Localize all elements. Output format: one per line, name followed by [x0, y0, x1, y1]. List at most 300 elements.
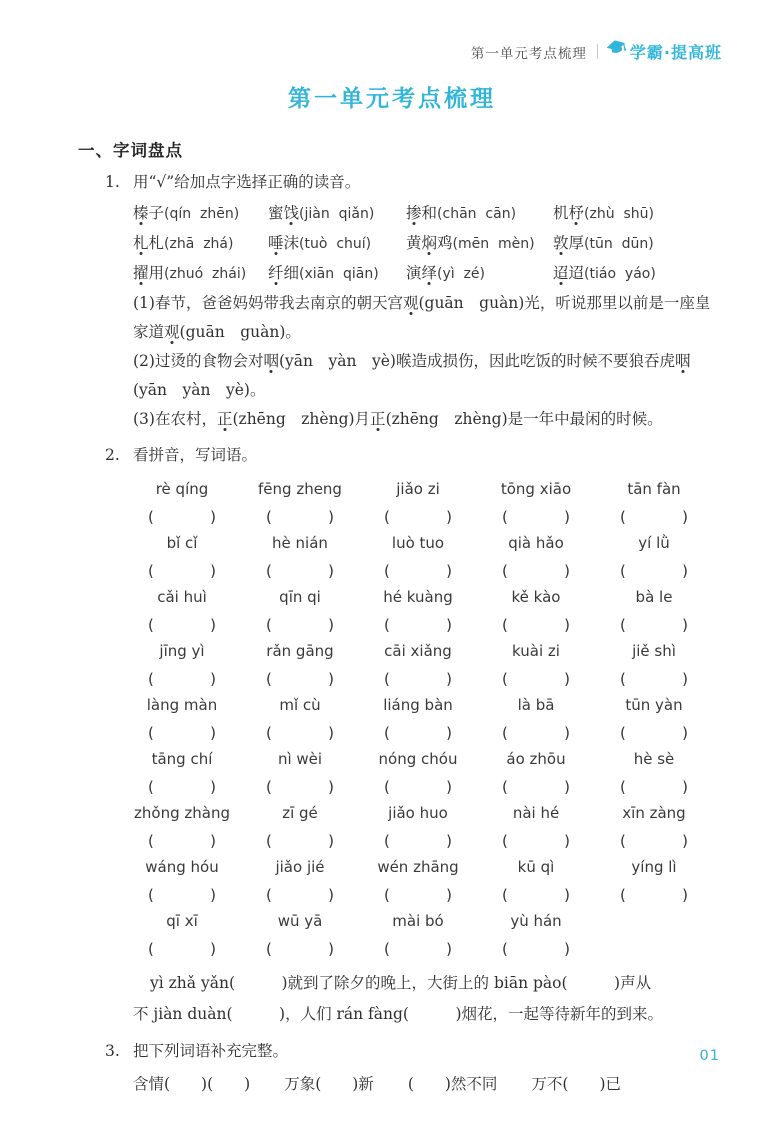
close-paren: ) [210, 507, 216, 526]
pinyin-answer-cell [359, 530, 477, 584]
pinyin-label: tōng xiāo [500, 480, 572, 498]
close-paren: ) [446, 777, 452, 796]
dotted-hanzi: 掺 [406, 204, 422, 222]
pinyin-choices: (yì zé) [437, 266, 485, 282]
pinyin-label: qī xī [166, 912, 198, 930]
page-number: 01 [699, 1048, 720, 1064]
pinyin-answer-cell [241, 854, 359, 908]
open-paren: ( [620, 723, 626, 742]
answer-blank [620, 881, 688, 908]
dotted-hanzi: 敦 [553, 234, 569, 252]
hanzi-pre: 机 [553, 204, 569, 222]
pinyin-answer-grid [123, 476, 714, 962]
answer-blank [148, 827, 216, 854]
answer-blank [384, 719, 452, 746]
close-paren: ) [682, 723, 688, 742]
word-hanzi [553, 204, 584, 222]
close-paren: ) [564, 939, 570, 958]
open-paren: ( [266, 561, 272, 580]
close-paren: ) [210, 723, 216, 742]
word-hanzi [268, 234, 299, 252]
pinyin-label: mǐ cù [279, 696, 321, 714]
open-paren: ( [148, 615, 154, 634]
word-choice [406, 259, 553, 289]
close-paren: ) [682, 669, 688, 688]
hanzi-post: 札 [148, 234, 165, 252]
pinyin-label: hé kuàng [383, 588, 453, 606]
question-2 [78, 441, 714, 1030]
hanzi-post: 迢 [568, 264, 585, 282]
hanzi-pre: 黄 [406, 234, 422, 252]
open-paren: ( [620, 831, 626, 850]
close-paren: ) [564, 831, 570, 850]
answer-blank [266, 935, 334, 962]
pinyin-answer-cell [595, 476, 713, 530]
word-hanzi [553, 234, 584, 252]
question-1 [78, 168, 714, 434]
pinyin-label: rè qíng [155, 480, 209, 498]
idiom-fill-row [78, 1071, 714, 1098]
worksheet-content [0, 137, 784, 1098]
pinyin-label: liáng bàn [383, 696, 453, 714]
close-paren: ) [682, 885, 688, 904]
word-hanzi [553, 264, 584, 282]
section-heading: 一、字词盘点 [78, 141, 183, 160]
pinyin-answer-cell [241, 908, 359, 962]
open-paren: ( [502, 615, 508, 634]
open-paren: ( [620, 669, 626, 688]
answer-blank [620, 611, 688, 638]
open-paren: ( [266, 939, 272, 958]
answer-blank [384, 611, 452, 638]
pinyin-label: wén zhāng [377, 858, 459, 876]
open-paren: ( [502, 777, 508, 796]
close-paren: ) [328, 561, 334, 580]
question-3-number: 3. [105, 1042, 120, 1060]
pinyin-answer-cell [241, 692, 359, 746]
answer-blank [620, 719, 688, 746]
pinyin-answer-cell [595, 800, 713, 854]
open-paren: ( [384, 777, 390, 796]
question-3-prompt: 把下列词语补充完整。 [133, 1042, 289, 1060]
pinyin-answer-cell [359, 584, 477, 638]
pinyin-label: yíng lì [631, 858, 677, 876]
pinyin-label: tūn yàn [625, 696, 683, 714]
open-paren: ( [384, 723, 390, 742]
pinyin-choices: (mēn mèn) [452, 236, 535, 252]
pinyin-answer-cell [359, 692, 477, 746]
word-choice [553, 229, 714, 259]
idiom-fill-item: 含情( )( ) [133, 1075, 251, 1093]
pinyin-label: kuài zi [512, 642, 560, 660]
word-hanzi [133, 264, 164, 282]
pinyin-label: jiǎo jié [275, 858, 325, 876]
pinyin-label: kě kào [511, 588, 561, 606]
header-divider [597, 44, 598, 59]
answer-blank [148, 719, 216, 746]
hanzi-post: 子 [148, 204, 165, 222]
sub-question: (3)在农村，正(zhēng zhèng)月正(zhēng zhèng)是一年中最闲的时候。 [133, 410, 663, 428]
word-hanzi [406, 234, 453, 252]
pinyin-label: jiě shì [632, 642, 676, 660]
pinyin-label: cāi xiǎng [384, 642, 452, 660]
word-hanzi [268, 264, 299, 282]
dotted-hanzi: 绎 [421, 264, 438, 282]
pinyin-answer-cell [241, 800, 359, 854]
close-paren: ) [446, 561, 452, 580]
pinyin-label: rǎn gāng [266, 642, 334, 660]
answer-blank [266, 827, 334, 854]
dotted-hanzi: 榛 [133, 204, 149, 222]
answer-blank [384, 665, 452, 692]
close-paren: ) [446, 507, 452, 526]
question-1-body [78, 199, 714, 434]
question-3-head [78, 1037, 714, 1066]
close-paren: ) [564, 561, 570, 580]
open-paren: ( [148, 669, 154, 688]
pinyin-label: bǐ cǐ [166, 534, 198, 552]
answer-blank [384, 881, 452, 908]
answer-blank [502, 503, 570, 530]
word-hanzi [406, 204, 437, 222]
pinyin-answer-cell [123, 800, 241, 854]
open-paren: ( [266, 723, 272, 742]
question-1-number: 1. [105, 173, 120, 191]
hanzi-post: 和 [421, 204, 438, 222]
word-hanzi [133, 234, 164, 252]
pinyin-label: nóng chóu [378, 750, 458, 768]
answer-blank [384, 557, 452, 584]
pinyin-answer-cell [359, 800, 477, 854]
question-2-number: 2. [105, 446, 120, 464]
question-2-head [78, 441, 714, 470]
answer-blank [502, 827, 570, 854]
graduation-cap-icon [605, 38, 627, 58]
open-paren: ( [266, 507, 272, 526]
answer-blank [620, 503, 688, 530]
pinyin-answer-cell [477, 584, 595, 638]
pinyin-label: hè sè [633, 750, 675, 768]
pinyin-label: zhǒng zhàng [134, 804, 230, 822]
sub-question: (2)过烫的食物会对咽(yān yàn yè)喉造成损伤，因此吃饭的时候不要狼吞虎咽(yān yàn yè)。 [133, 352, 691, 399]
answer-blank [266, 503, 334, 530]
close-paren: ) [328, 777, 334, 796]
idiom-fill-item: ( )然不同 [407, 1075, 498, 1093]
hanzi-post: 细 [283, 264, 300, 282]
hanzi-post: 厚 [568, 234, 585, 252]
pinyin-choices: (zhā zhá) [164, 236, 234, 252]
answer-blank [148, 881, 216, 908]
fill-in-paragraph-line-2: 不 jiàn duàn( )，人们 rán fàng( )烟花，一起等待新年的到来。 [133, 1005, 664, 1023]
open-paren: ( [148, 777, 154, 796]
open-paren: ( [266, 615, 272, 634]
header-running-title: 第一单元考点梳理 [470, 45, 587, 62]
hanzi-post: 沫 [283, 234, 300, 252]
open-paren: ( [384, 615, 390, 634]
close-paren: ) [210, 615, 216, 634]
open-paren: ( [620, 507, 626, 526]
open-paren: ( [502, 831, 508, 850]
pinyin-label: qīn qi [279, 588, 321, 606]
pinyin-answer-cell [595, 746, 713, 800]
pinyin-answer-cell [241, 584, 359, 638]
document-title: 第一单元考点梳理 [288, 85, 496, 112]
pinyin-answer-cell [241, 476, 359, 530]
dotted-hanzi: 饯 [283, 204, 300, 222]
open-paren: ( [620, 885, 626, 904]
close-paren: ) [682, 615, 688, 634]
pinyin-label: cǎi huì [157, 588, 207, 606]
pinyin-label: áo zhōu [506, 750, 566, 768]
answer-blank [502, 665, 570, 692]
pinyin-label: jiǎo huo [388, 804, 448, 822]
close-paren: ) [328, 831, 334, 850]
question-2-prompt: 看拼音，写词语。 [133, 446, 258, 464]
dotted-hanzi: 焖 [421, 234, 438, 252]
pinyin-label: tāng chí [151, 750, 213, 768]
answer-blank [148, 611, 216, 638]
close-paren: ) [564, 723, 570, 742]
answer-blank [502, 557, 570, 584]
pinyin-label: là bā [517, 696, 555, 714]
close-paren: ) [210, 669, 216, 688]
open-paren: ( [148, 831, 154, 850]
pinyin-label: fēng zheng [258, 480, 342, 498]
answer-blank [266, 557, 334, 584]
pinyin-label: hè nián [272, 534, 328, 552]
pinyin-label: tān fàn [627, 480, 681, 498]
close-paren: ) [682, 561, 688, 580]
pinyin-answer-cell [241, 530, 359, 584]
pinyin-label: jiǎo zi [396, 480, 440, 498]
answer-blank [266, 611, 334, 638]
pinyin-answer-cell [477, 530, 595, 584]
pinyin-answer-cell [123, 692, 241, 746]
close-paren: ) [682, 831, 688, 850]
open-paren: ( [502, 507, 508, 526]
answer-blank [620, 557, 688, 584]
word-choice [133, 229, 268, 259]
answer-blank [620, 773, 688, 800]
pinyin-label: kū qì [517, 858, 555, 876]
pinyin-label: nài hé [512, 804, 560, 822]
answer-blank [502, 773, 570, 800]
open-paren: ( [266, 831, 272, 850]
answer-blank [502, 935, 570, 962]
pinyin-answer-cell [241, 638, 359, 692]
word-choice [406, 229, 553, 259]
pinyin-label: yù hán [510, 912, 562, 930]
word-choice [133, 259, 268, 289]
word-hanzi [133, 204, 164, 222]
open-paren: ( [384, 507, 390, 526]
answer-blank [620, 827, 688, 854]
open-paren: ( [266, 885, 272, 904]
pinyin-label: xīn zàng [622, 804, 686, 822]
pinyin-choices: (zhù shū) [584, 206, 654, 222]
close-paren: ) [446, 831, 452, 850]
pinyin-answer-cell [595, 854, 713, 908]
open-paren: ( [502, 561, 508, 580]
pinyin-answer-cell [595, 530, 713, 584]
dotted-hanzi: 纤 [268, 264, 284, 282]
open-paren: ( [620, 777, 626, 796]
pinyin-answer-cell [123, 638, 241, 692]
answer-blank [148, 665, 216, 692]
word-choice-grid [133, 199, 714, 289]
open-paren: ( [148, 885, 154, 904]
fill-in-paragraph-line-1: yì zhǎ yǎn( )就到了除夕的晚上，大街上的 biān pào( )声从 [150, 974, 652, 992]
pinyin-answer-cell [123, 908, 241, 962]
word-choice [268, 199, 406, 229]
pinyin-answer-cell [123, 854, 241, 908]
question-3 [78, 1037, 714, 1098]
close-paren: ) [564, 615, 570, 634]
close-paren: ) [564, 507, 570, 526]
word-choice [268, 259, 406, 289]
close-paren: ) [328, 939, 334, 958]
pinyin-answer-cell [477, 476, 595, 530]
close-paren: ) [446, 615, 452, 634]
pinyin-answer-cell [359, 638, 477, 692]
close-paren: ) [446, 939, 452, 958]
open-paren: ( [148, 561, 154, 580]
word-hanzi [268, 204, 299, 222]
pinyin-answer-cell [595, 584, 713, 638]
sub-question: (1)春节，爸爸妈妈带我去南京的朝天宫观(guān guàn)光，听说那里以前是一座皇家道观(guān guàn)。 [133, 294, 711, 341]
pinyin-answer-cell [595, 692, 713, 746]
pinyin-label: yí lǜ [638, 534, 670, 552]
pinyin-choices: (tuò chuí) [299, 236, 372, 252]
answer-blank [266, 719, 334, 746]
pinyin-label: wáng hóu [145, 858, 219, 876]
sub-questions [133, 289, 714, 434]
open-paren: ( [148, 507, 154, 526]
word-choice [133, 199, 268, 229]
close-paren: ) [328, 723, 334, 742]
word-choice [553, 199, 714, 229]
pinyin-answer-cell [477, 638, 595, 692]
open-paren: ( [148, 723, 154, 742]
open-paren: ( [384, 939, 390, 958]
pinyin-choices: (tiáo yáo) [584, 266, 656, 282]
pinyin-answer-cell [123, 746, 241, 800]
hanzi-post: 用 [148, 264, 165, 282]
close-paren: ) [210, 777, 216, 796]
hanzi-pre: 蜜 [268, 204, 284, 222]
pinyin-answer-cell [477, 692, 595, 746]
pinyin-answer-cell [359, 746, 477, 800]
idiom-fill-item: 万象( )新 [284, 1075, 374, 1093]
pinyin-answer-cell [359, 854, 477, 908]
answer-blank [266, 881, 334, 908]
dotted-hanzi: 唾 [268, 234, 284, 252]
close-paren: ) [210, 939, 216, 958]
open-paren: ( [502, 723, 508, 742]
answer-blank [148, 557, 216, 584]
word-choice [268, 229, 406, 259]
close-paren: ) [564, 885, 570, 904]
close-paren: ) [328, 885, 334, 904]
open-paren: ( [148, 939, 154, 958]
answer-blank [620, 665, 688, 692]
open-paren: ( [502, 669, 508, 688]
pinyin-answer-cell [477, 908, 595, 962]
answer-blank [148, 773, 216, 800]
close-paren: ) [328, 669, 334, 688]
close-paren: ) [446, 885, 452, 904]
answer-blank [384, 773, 452, 800]
close-paren: ) [564, 777, 570, 796]
open-paren: ( [384, 885, 390, 904]
pinyin-choices: (chān cān) [437, 206, 517, 222]
pinyin-label: qià hǎo [508, 534, 564, 552]
answer-blank [502, 719, 570, 746]
dotted-hanzi: 迢 [553, 264, 569, 282]
pinyin-label: nì wèi [277, 750, 323, 768]
hanzi-post: 鸡 [437, 234, 453, 252]
question-1-head [78, 168, 714, 197]
pinyin-choices: (jiàn qiǎn) [299, 206, 375, 222]
open-paren: ( [266, 777, 272, 796]
answer-blank [384, 935, 452, 962]
close-paren: ) [210, 561, 216, 580]
close-paren: ) [446, 669, 452, 688]
pinyin-answer-cell [477, 800, 595, 854]
pinyin-label: jīng yì [159, 642, 205, 660]
pinyin-choices: (xiān qiān) [299, 266, 379, 282]
answer-blank [502, 611, 570, 638]
word-choice [406, 199, 553, 229]
page-header [471, 40, 722, 63]
pinyin-answer-cell [359, 908, 477, 962]
pinyin-choices: (tūn dūn) [584, 236, 654, 252]
close-paren: ) [210, 885, 216, 904]
close-paren: ) [328, 615, 334, 634]
answer-blank [502, 881, 570, 908]
brand-name: 学霸·提高班 [629, 43, 722, 62]
close-paren: ) [328, 507, 334, 526]
idiom-fill-item: 万不( )已 [531, 1075, 622, 1093]
pinyin-label: wū yā [277, 912, 323, 930]
open-paren: ( [384, 669, 390, 688]
answer-blank [266, 665, 334, 692]
open-paren: ( [502, 885, 508, 904]
close-paren: ) [564, 669, 570, 688]
brand-logo [608, 40, 722, 63]
close-paren: ) [210, 831, 216, 850]
pinyin-label: zī gé [282, 804, 318, 822]
pinyin-answer-cell [123, 584, 241, 638]
pinyin-answer-cell [477, 746, 595, 800]
question-1-prompt: 用“√”给加点字选择正确的读音。 [133, 173, 361, 191]
open-paren: ( [620, 561, 626, 580]
close-paren: ) [446, 723, 452, 742]
answer-blank [384, 827, 452, 854]
open-paren: ( [384, 561, 390, 580]
dotted-hanzi: 擢 [133, 264, 149, 282]
pinyin-choices: (zhuó zhái) [164, 266, 247, 282]
dotted-hanzi: 杼 [568, 204, 585, 222]
close-paren: ) [682, 777, 688, 796]
pinyin-answer-cell [359, 476, 477, 530]
answer-blank [384, 503, 452, 530]
answer-blank [148, 935, 216, 962]
answer-blank [266, 773, 334, 800]
close-paren: ) [682, 507, 688, 526]
pinyin-answer-cell [123, 476, 241, 530]
pinyin-label: luò tuo [391, 534, 445, 552]
